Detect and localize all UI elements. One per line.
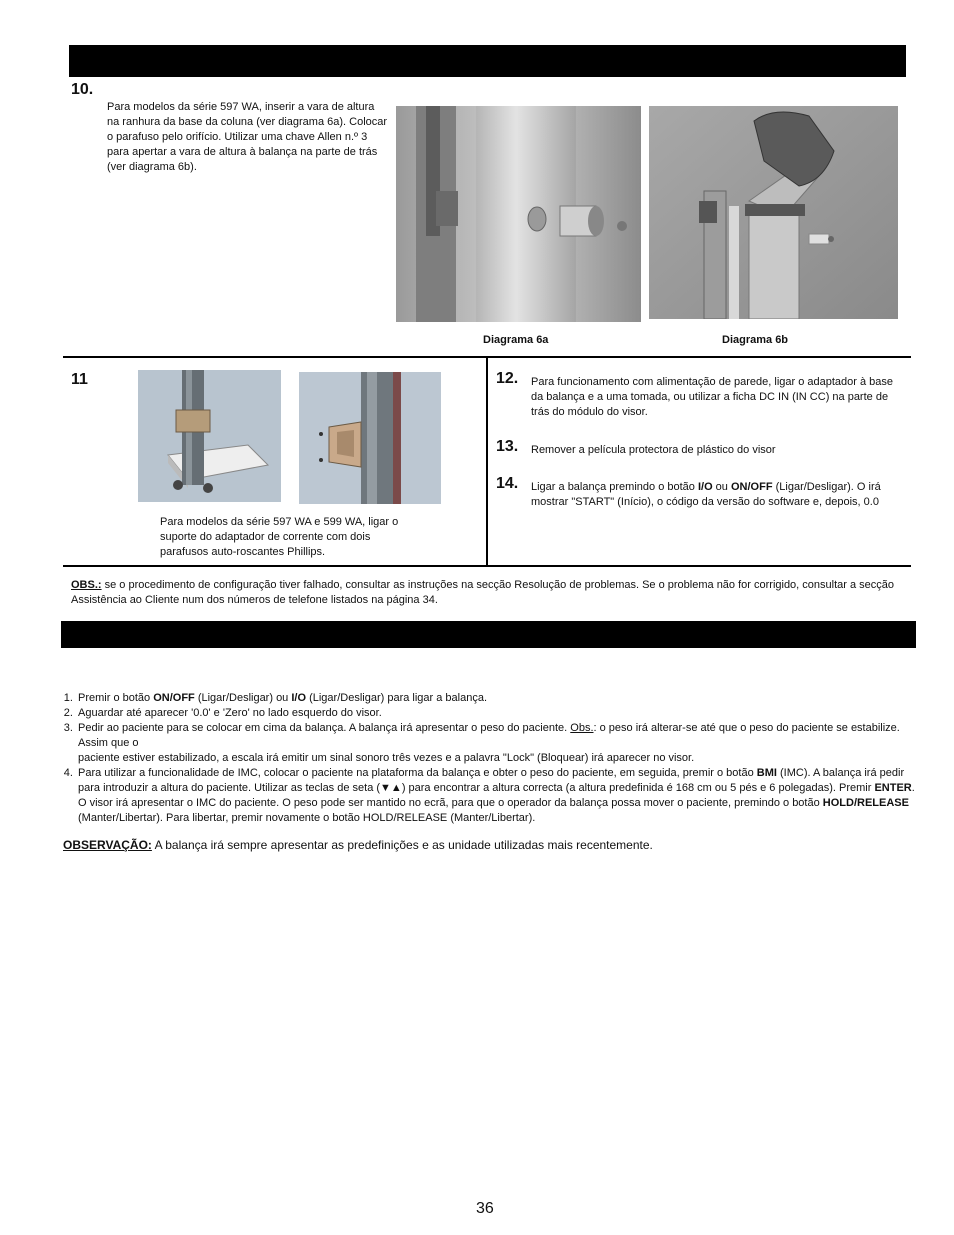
observacao-note: OBSERVAÇÃO: A balança irá sempre apresentar as predefinições e as unidade utilizadas mais recentemente. xyxy=(63,838,653,852)
step-14-text: Ligar a balança premindo o botão I/O ou ON/OFF (Ligar/Desligar). O irá mostrar "START" (Início), o código da versão do software e, depois, 0.0 xyxy=(531,481,881,508)
step-11-text: Para modelos da série 597 WA e 599 WA, ligar o suporte do adaptador de corrente com dois parafusos auto-roscantes Phillips. xyxy=(160,516,399,558)
section-header-bar-bottom xyxy=(61,621,916,648)
list-item: 2. Aguardar até aparecer '0.0' e 'Zero' no lado esquerdo do visor. xyxy=(76,706,918,721)
step-11-number: 11 xyxy=(71,371,88,388)
table-bottom-border xyxy=(63,565,911,567)
page-number: 36 xyxy=(476,1200,494,1217)
obs-note: OBS.: se o procedimento de configuração tiver falhado, consultar as instruções na secção Resolução de problemas. Se o problema não for corrigido, consultar a secção Assistência ao Cliente num dos números de telefone listados na página 34. xyxy=(71,579,895,606)
operation-steps-list xyxy=(62,691,918,826)
table-middle-divider xyxy=(486,357,488,566)
list-item: 1. Premir o botão ON/OFF (Ligar/Desligar) ou I/O (Ligar/Desligar) para ligar a balança. xyxy=(76,691,918,706)
step-13-text: Remover a película protectora de plástico do visor xyxy=(531,444,776,456)
diagram-6a-image xyxy=(396,106,641,322)
diagram-6b-image xyxy=(649,106,898,319)
diagram-6a-caption: Diagrama 6a xyxy=(483,334,549,346)
step-12-number: 12. xyxy=(496,370,519,387)
section-header-bar-top xyxy=(69,45,906,77)
step-12-text: Para funcionamento com alimentação de parede, ligar o adaptador à base da balança e a uma tomada, ou utilizar a ficha DC IN (IN CC) na parte de trás do módulo do visor. xyxy=(531,376,894,418)
adapter-bracket-scale-image xyxy=(138,370,281,502)
adapter-bracket-detail-image xyxy=(299,372,441,504)
step-13-number: 13. xyxy=(496,438,519,455)
step-10-text: Para modelos da série 597 WA, inserir a vara de altura na ranhura da base da coluna (ver diagrama 6a). Colocar o parafuso pelo orifício. Utilizar uma chave Allen n.º 3 para apertar a vara de altura à balança na parte de trás (ver diagrama 6b). xyxy=(107,101,388,173)
step-10-number: 10. xyxy=(71,81,94,98)
diagram-6b-caption: Diagrama 6b xyxy=(722,334,789,346)
step-14-number: 14. xyxy=(496,475,519,492)
list-item: 4. Para utilizar a funcionalidade de IMC, colocar o paciente na plataforma da balança e obter o peso do paciente, em seguida, premir o botão BMI (IMC). A balança irá pedir para introduzir a altura do paciente. Utilizar as teclas de seta (▼▲) para encontrar a altura correcta (a altura predefinida é 168 cm ou 5 pés e 6 polegadas). Premir ENTER. O visor irá apresentar o IMC do paciente. O peso pode ser mantido no ecrã, para que o operador da balança possa mover o paciente, premindo o botão HOLD/RELEASE (Manter/Libertar). Para libertar, premir novamente o botão HOLD/RELEASE (Manter/Libertar). xyxy=(76,766,918,826)
list-item: 3. Pedir ao paciente para se colocar em cima da balança. A balança irá apresentar o peso do paciente. Obs.: o peso irá alterar-se até que o peso do paciente se estabilize. Assim que o paciente estiver estabilizado, a escala irá emitir um sinal sonoro três vezes e a palavra "Lock" (Bloquear) irá aparecer no visor. xyxy=(76,721,918,766)
